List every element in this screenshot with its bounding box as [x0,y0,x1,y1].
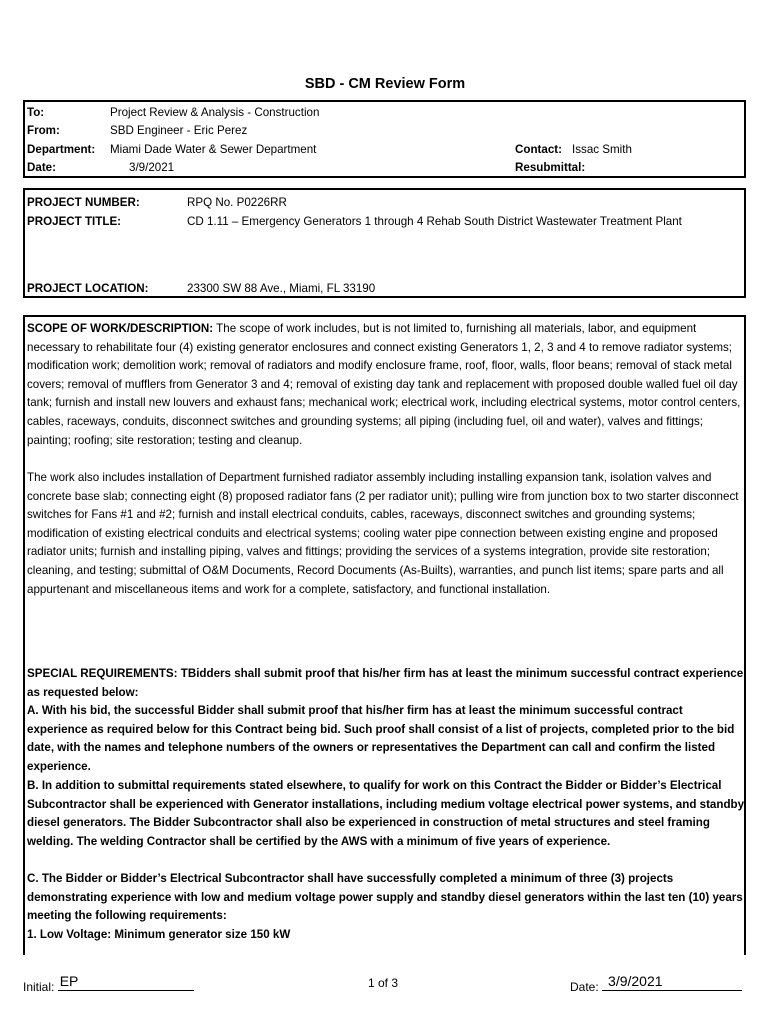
contact-value: Issac Smith [572,143,632,156]
initial-line [58,973,194,991]
contact-label: Contact: [515,143,563,156]
footer-date-label: Date: [570,980,599,994]
initial-value: EP [59,973,79,989]
initial-label: Initial: [23,980,55,994]
scope-text-1: The scope of work includes, but is not limited to, furnishing all materials, labor, and equipment necessary to rehabilitate four (4) existing generator enclosures and connect existing Generators 1, 2, 3 and 4 to remove radiator systems; modification work; demolition work; removal of radiators and modify enclosure frame, roof, floor, walls, floor beans; removal of stack metal covers; removal of mufflers from Generator 3 and 4; removal of existing day tank and replacement with proposed double walled fuel oil day tank; furnish and install new louvers and exhaust fans; mechanical work; electrical work, including electrical systems, motor control centers, cables, raceways, conduits, disconnect switches and grounding systems; all piping (including fuel, oil and water), valves and fittings; painting; roofing; site restoration; testing and cleanup. [27,322,741,447]
date-field [570,973,742,994]
department-label: Department: [27,143,96,156]
project-number-label: PROJECT NUMBER: [27,196,140,209]
header-info-box [23,100,746,178]
special-requirement-c: C. The Bidder or Bidder’s Electrical Subcontractor shall have successfully completed a minimum of three (3) projects demonstrating experience with low and medium voltage power supply and standby diesel generators within the last ten (10) years meeting the following requirements: [27,872,743,923]
initial-field [23,973,194,994]
page-number: 1 of 3 [368,976,399,990]
scope-paragraph-2: The work also includes installation of Department furnished radiator assembly including installing expansion tank, isolation valves and concrete base slab; connecting eight (8) proposed radiator fans (2 per radiator unit); pulling wire from junction box to two starter disconnect switches for Fans #1 and #2; furnish and install electrical conduits, cables, raceways, disconnect switches and grounding systems; modification of existing electrical conduits and electrical systems; cooling water pipe connection between existing engine and proposed radiator units; furnish and installing piping, valves and fittings; providing the services of a systems integration, provide site restoration; cleaning, and testing; submittal of O&M Documents, Record Documents (As-Builts), warranties, and punch list items; spare parts and all appurtenant and miscellaneous items and work for a complete, satisfactory, and functional installation. [27,471,739,596]
department-value: Miami Dade Water & Sewer Department [110,143,317,156]
special-requirement-item-1: 1. Low Voltage: Minimum generator size 150 kW [27,928,291,941]
footer-date-value: 3/9/2021 [608,973,663,989]
from-label: From: [27,124,60,137]
project-location-label: PROJECT LOCATION: [27,282,149,295]
date-value: 3/9/2021 [129,161,175,174]
project-number-value: RPQ No. P0226RR [187,196,287,209]
to-label: To: [27,106,45,119]
project-info-box [23,188,746,298]
to-value: Project Review & Analysis - Construction [110,106,320,119]
date-line [602,973,742,991]
scope-paragraph-1 [27,320,745,450]
from-value: SBD Engineer - Eric Perez [110,124,248,137]
resubmittal-label: Resubmittal: [515,161,586,174]
project-title-value: CD 1.11 – Emergency Generators 1 through 4 Rehab South District Wastewater Treatment Plant [187,215,682,228]
special-requirement-a: A. With his bid, the successful Bidder shall submit proof that his/her firm has at least the minimum successful contract experience as required below for this Contract being bid. Such proof shall consist of a list of projects, completed prior to the bid date, with the names and telephone numbers of the owners or representatives the Department can call and confirm the listed experience. [27,704,735,773]
date-label: Date: [27,161,56,174]
special-requirements-intro: SPECIAL REQUIREMENTS: TBidders shall submit proof that his/her firm has at least the minimum successful contract experience as requested below: [27,667,744,699]
scope-label: SCOPE OF WORK/DESCRIPTION: [27,322,214,335]
special-requirement-b: B. In addition to submittal requirements stated elsewhere, to qualify for work on this Contract the Bidder or Bidder’s Electrical Subcontractor shall be experienced with Generator installations, including medium voltage electrical power systems, and standby diesel generators. The Bidder Subcontractor shall also be experienced in construction of metal structures and steel framing welding. The welding Contractor shall be certified by the AWS with a minimum of five years of experience. [27,779,745,848]
page-title: SBD - CM Review Form [304,76,466,92]
scope-box [23,315,746,955]
project-location-value: 23300 SW 88 Ave., Miami, FL 33190 [187,282,376,295]
project-title-label: PROJECT TITLE: [27,215,122,228]
